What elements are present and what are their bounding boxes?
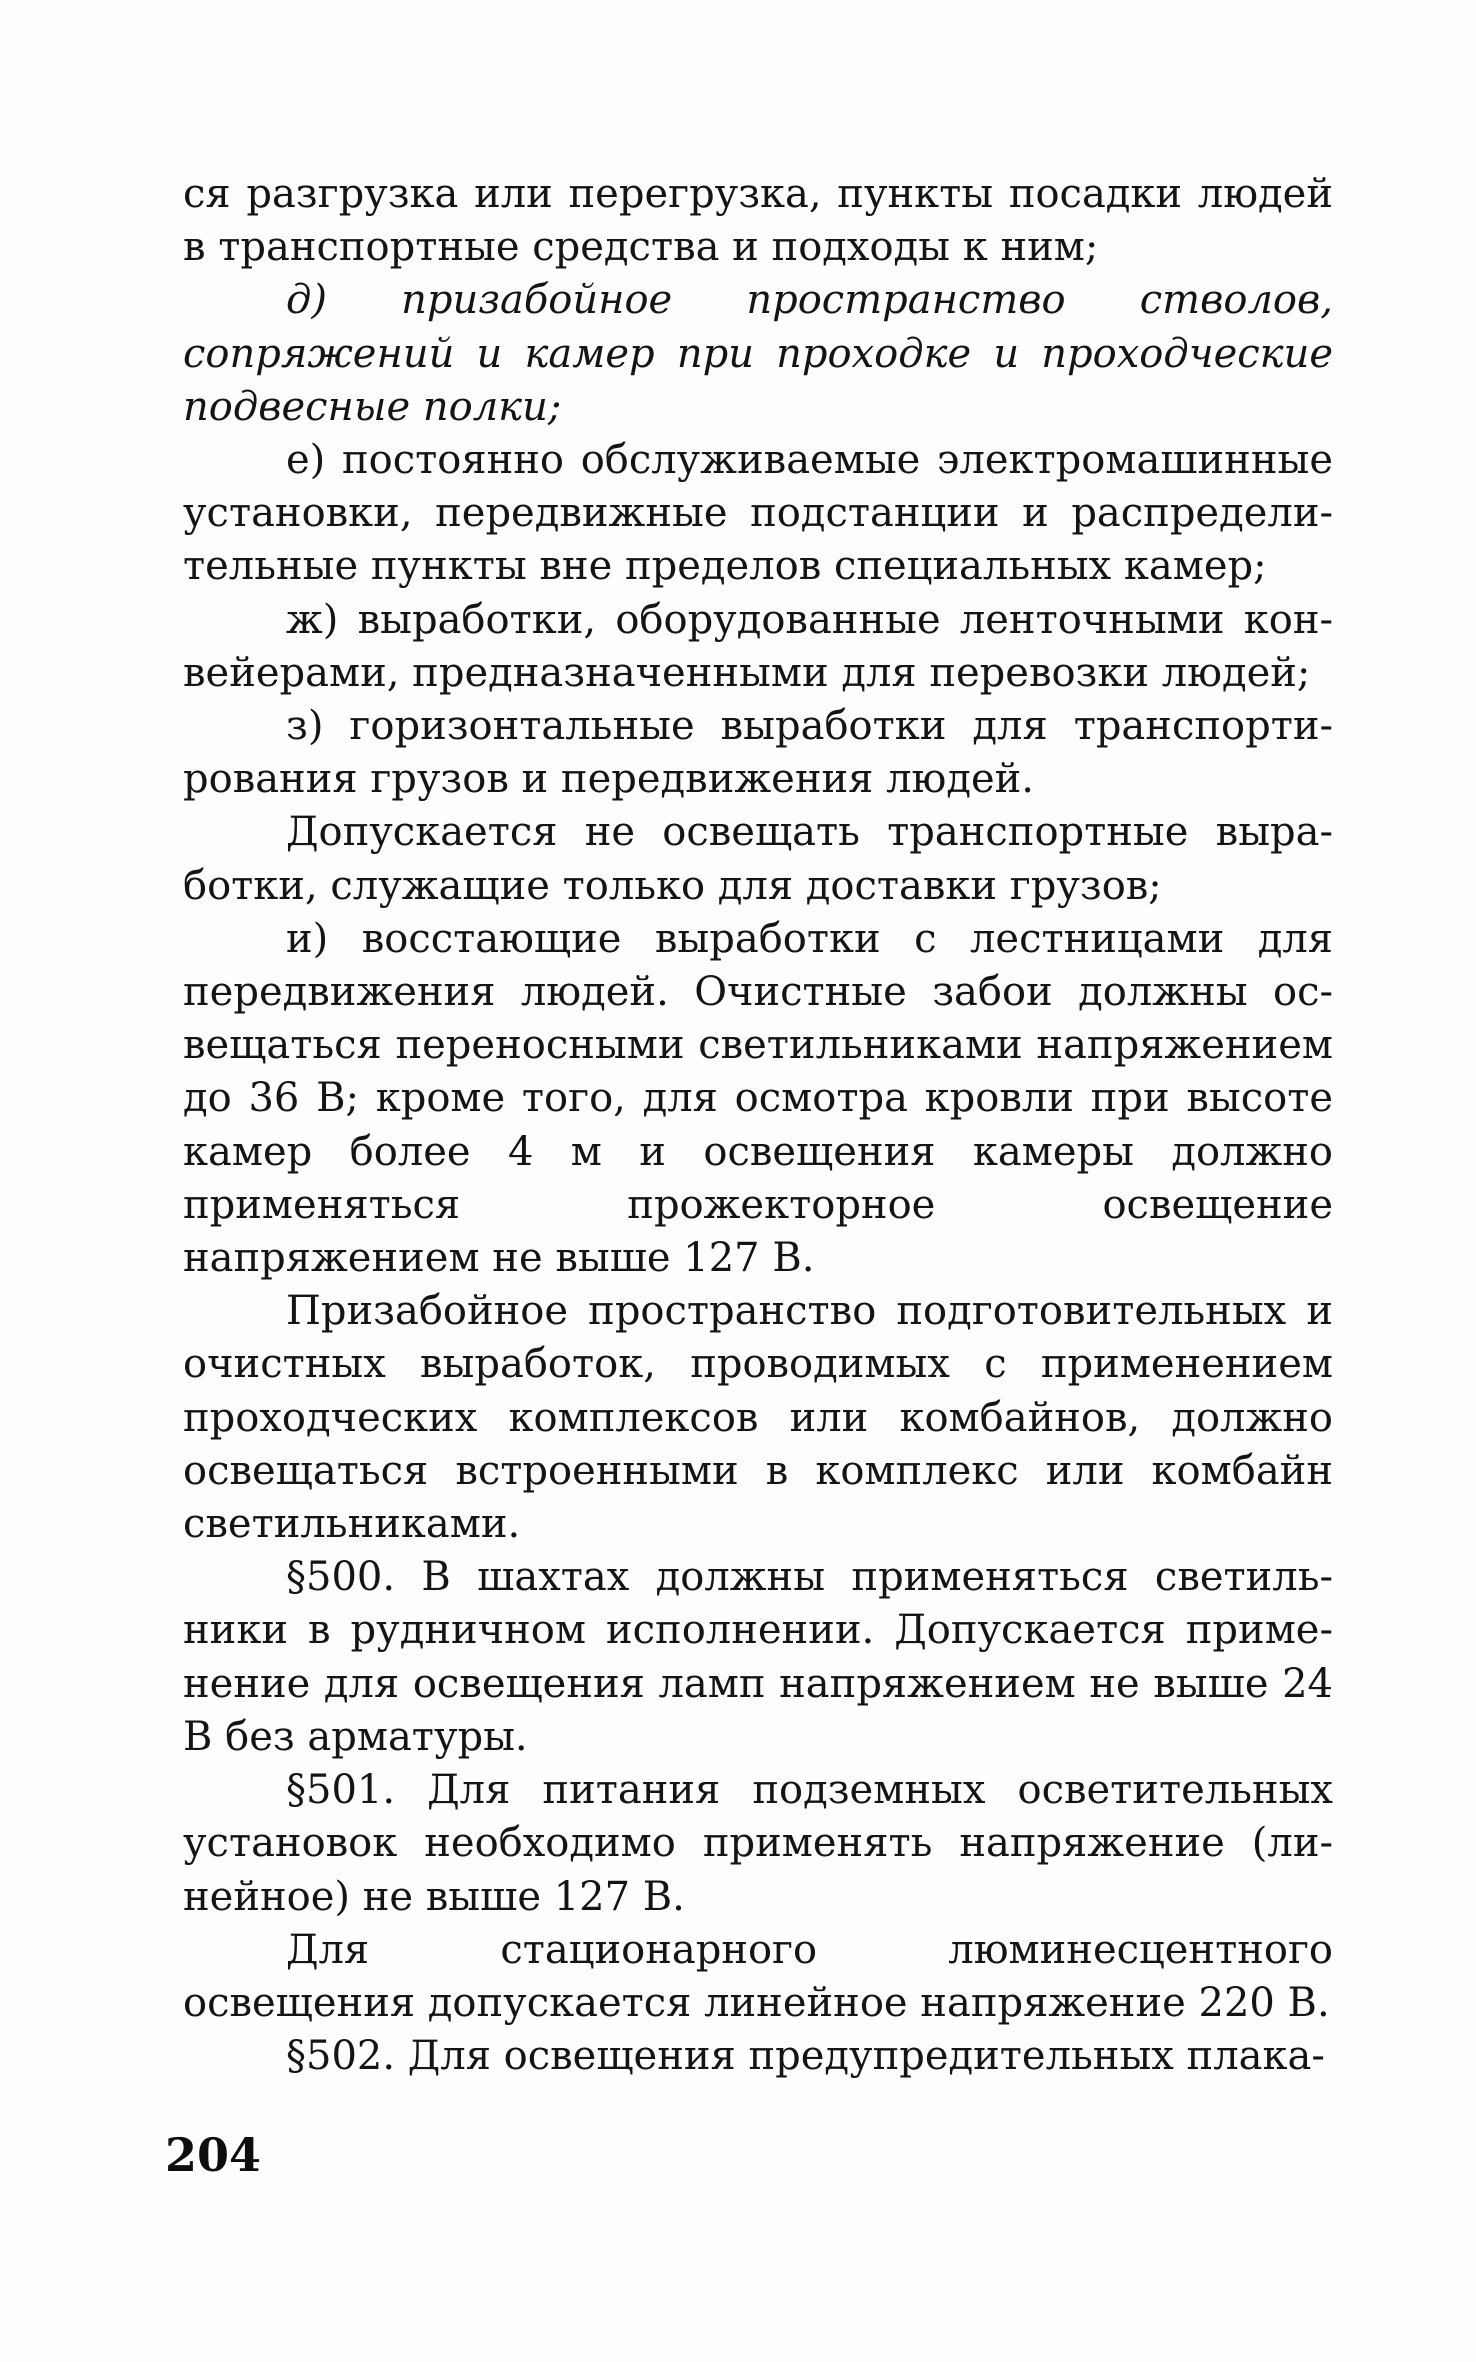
paragraph-continuation: ся разгрузка или перегрузка, пункты посадки людей в транспортные средства и подходы к ним; [183,171,1333,271]
page-number: 204 [165,2128,262,2182]
section-502: §502. Для освещения предупредительных плака- [286,2033,1325,2080]
paragraph-note-face-space: Призабойное пространство подготовительных и очистных выработок, проводимых с применением проходческих комплексов или комбайнов, должно освещаться встроенными в комплекс или комбайн светильниками. [183,1288,1333,1548]
list-item-i: и) восстающие выработки с лестницами для передвижения людей. Очистные забои должны освещаться переносными светильниками напряжением до 36 В; кроме того, для осмотра кровли при высоте камер более 4 м и освещения камеры должно применяться прожекторное освещение напряжением не выше 127 В. [183,915,1333,1282]
list-item-z: з) горизонтальные выработки для транспортирования грузов и передвижения людей. [183,703,1333,803]
section-501: §501. Для питания подземных осветительных установок необходимо применять напряжение (линейное) не выше 127 В. [183,1767,1333,1920]
body-text [183,168,1333,2083]
paragraph-note-transport: Допускается не освещать транспортные выработки, служащие только для доставки грузов; [183,809,1333,909]
section-500: §500. В шахтах должны применяться светильники в рудничном исполнении. Допускается применение для освещения ламп напряжением не выше 24 В без арматуры. [183,1554,1333,1760]
list-item-zh: ж) выработки, оборудованные ленточными конвейерами, предназначенными для перевозки людей; [183,596,1333,696]
list-item-d: д) призабойное пространство стволов, сопряжений и камер при проходке и проходческие подвесные полки; [183,277,1333,430]
paragraph-note-fluorescent: Для стационарного люминесцентного освещения допускается линейное напряжение 220 В. [183,1926,1333,2026]
list-item-e: е) постоянно обслуживаемые электромашинные установки, передвижные подстанции и распределительные пункты вне пределов специальных камер; [183,437,1333,590]
